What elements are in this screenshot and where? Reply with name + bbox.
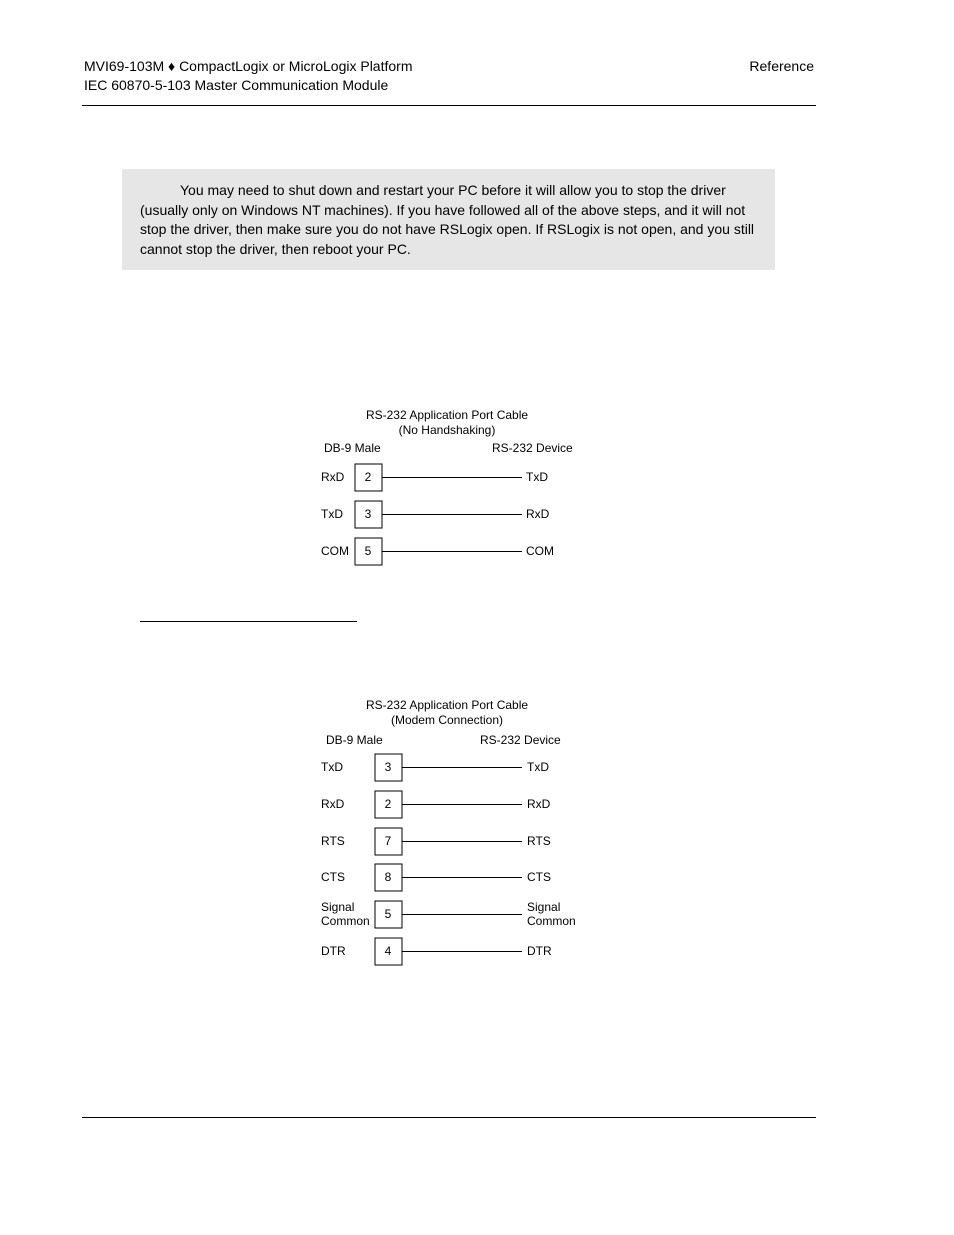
diagram2-pin-number: 3 — [384, 760, 392, 774]
section-separator — [140, 621, 357, 622]
diagram2-title-line1: RS-232 Application Port Cable — [365, 698, 529, 712]
diagram2-left-signal: Signal — [321, 900, 355, 914]
diagram1-pin-number: 3 — [364, 507, 372, 521]
diagram2-right-signal: DTR — [527, 944, 552, 958]
diagram2-left-signal: TxD — [321, 760, 343, 774]
diagram2-right-signal: RTS — [527, 834, 551, 848]
diagram2-left-signal-line2: Common — [321, 914, 370, 928]
diagram1-right-header: RS-232 Device — [492, 441, 573, 455]
diagram2-pin-number: 5 — [384, 907, 392, 921]
diagram1-title-line1: RS-232 Application Port Cable — [365, 408, 529, 422]
diagram2-left-signal: DTR — [321, 944, 346, 958]
cable-diagram-modem-svg — [300, 690, 600, 980]
footer-rule — [82, 1117, 816, 1118]
diagram1-left-signal: COM — [321, 544, 349, 558]
diagram2-row — [321, 864, 551, 891]
diagram2-row — [321, 754, 549, 781]
cable-diagram-no-handshaking — [300, 400, 600, 580]
diagram2-right-signal: RxD — [527, 797, 551, 811]
header-section: Reference — [749, 58, 814, 74]
diagram2-row — [321, 900, 576, 928]
diagram1-row — [321, 464, 548, 491]
diagram1-left-signal: RxD — [321, 470, 345, 484]
header-product-line2: IEC 60870-5-103 Master Communication Module — [84, 77, 389, 93]
diagram1-right-signal: COM — [526, 544, 554, 558]
diagram2-right-signal: Signal — [527, 900, 561, 914]
diagram2-pin-number: 2 — [384, 797, 392, 811]
diagram1-title-line2: (No Handshaking) — [398, 423, 496, 437]
diagram2-right-signal-line2: Common — [527, 914, 576, 928]
diagram2-right-signal: CTS — [527, 870, 551, 884]
header-product-line1: MVI69-103M ♦ CompactLogix or MicroLogix Platform — [84, 58, 413, 74]
diagram2-left-signal: RxD — [321, 797, 345, 811]
diagram1-row — [321, 501, 550, 528]
diagram1-right-signal: TxD — [526, 470, 548, 484]
diagram2-left-signal: CTS — [321, 870, 345, 884]
diagram2-left-header: DB-9 Male — [326, 733, 383, 747]
diagram2-left-signal: RTS — [321, 834, 345, 848]
note-box — [122, 169, 775, 270]
diagram1-row — [321, 538, 554, 565]
diagram1-left-signal: TxD — [321, 507, 343, 521]
header-rule — [82, 105, 816, 106]
diagram2-row — [321, 791, 551, 818]
note-text: You may need to shut down and restart your PC before it will allow you to stop the driver (usually only on Windows NT machines). If you have followed all of the above steps, and it will not stop the driver, then make sure you do not have RSLogix open. If RSLogix is not open, and you still cannot stop the driver, then reboot your PC. — [140, 182, 755, 257]
diagram1-pin-number: 2 — [364, 470, 372, 484]
diagram2-row — [321, 938, 552, 965]
cable-diagram-modem — [300, 690, 600, 980]
page-header-left — [84, 57, 413, 95]
diagram1-left-header: DB-9 Male — [324, 441, 381, 455]
cable-diagram-no-handshaking-svg — [300, 400, 600, 580]
diagram2-right-signal: TxD — [527, 760, 549, 774]
diagram2-row — [321, 828, 551, 855]
diagram2-right-header: RS-232 Device — [480, 733, 561, 747]
diagram1-right-signal: RxD — [526, 507, 550, 521]
diagram2-title-line2: (Modem Connection) — [390, 713, 504, 727]
diagram1-pin-number: 5 — [364, 544, 372, 558]
diagram2-pin-number: 4 — [384, 944, 392, 958]
diagram2-pin-number: 7 — [384, 834, 392, 848]
diagram2-pin-number: 8 — [384, 870, 392, 884]
